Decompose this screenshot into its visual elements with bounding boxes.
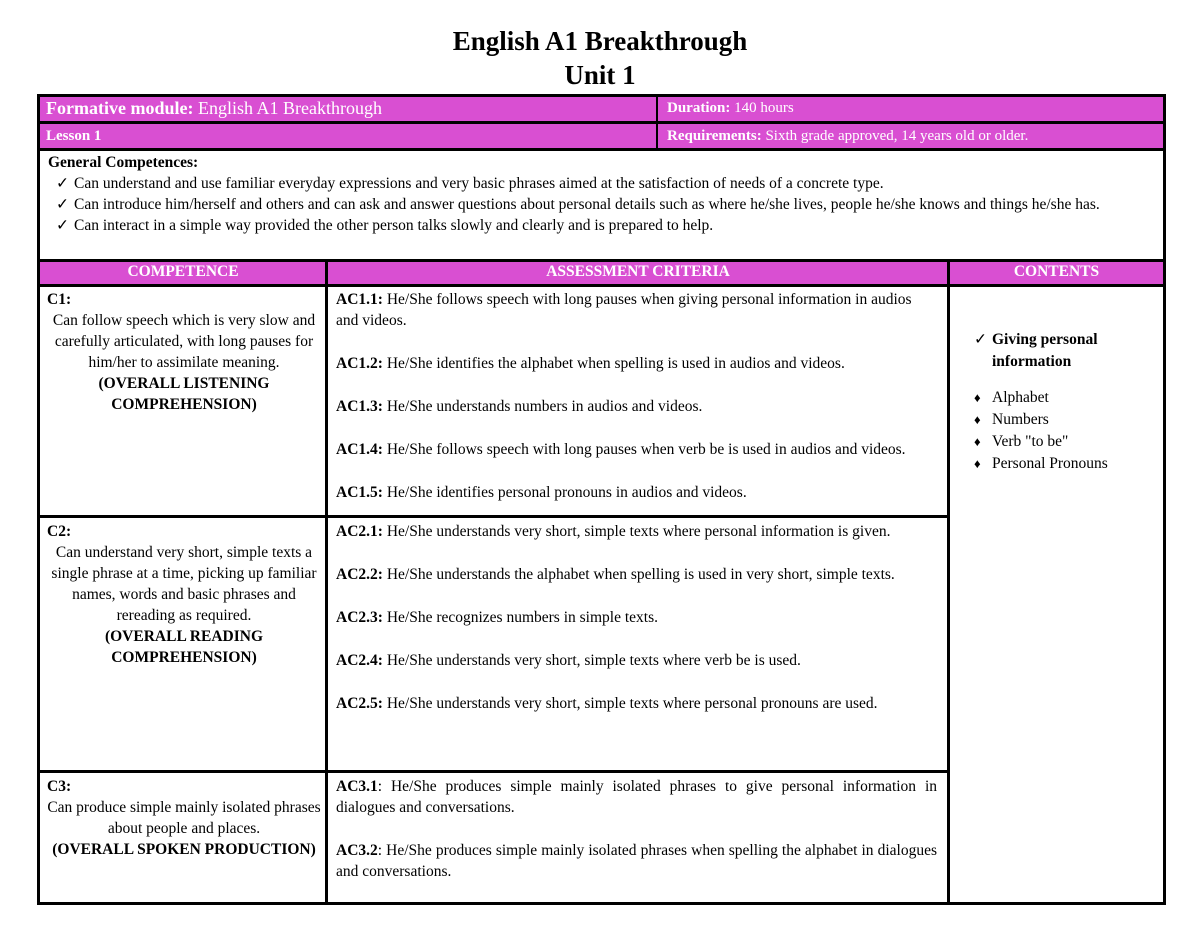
list-item: ♦ Alphabet xyxy=(974,387,1155,409)
criterion: AC1.2: He/She identifies the alphabet when spelling is used in audios and videos. xyxy=(336,355,845,372)
competence-code: C1: xyxy=(47,291,72,308)
list-item: ♦ Verb "to be" xyxy=(974,431,1155,453)
module-label: Formative module: xyxy=(46,98,194,118)
module-cell xyxy=(40,97,658,121)
diamond-bullet-icon: ♦ xyxy=(974,456,981,471)
document-title: English A1 Breakthrough xyxy=(452,26,748,56)
column-header-competence: COMPETENCE xyxy=(40,262,326,284)
criterion: AC1.5: He/She identifies personal pronouns in audios and videos. xyxy=(336,484,747,501)
list-item: ✓ Can interact in a simple way provided the other person talks slowly and clearly and is prepared to help. xyxy=(56,217,714,234)
diamond-bullet-icon: ♦ xyxy=(974,390,981,405)
criteria-c1 xyxy=(328,287,947,515)
check-icon: ✓ xyxy=(974,331,987,348)
column-header-contents: CONTENTS xyxy=(950,262,1163,284)
contents-list xyxy=(974,387,1155,475)
check-icon: ✓ xyxy=(56,175,69,192)
row-divider xyxy=(40,770,950,773)
competence-description: Can produce simple mainly isolated phrases about people and places. xyxy=(47,799,321,837)
competence-tag: (OVERALL LISTENING COMPREHENSION) xyxy=(98,375,270,413)
duration-cell xyxy=(658,97,1163,121)
contents-topic: ✓ Giving personal information xyxy=(974,331,1098,370)
criterion: AC1.3: He/She understands numbers in audios and videos. xyxy=(336,398,703,415)
criteria-c3 xyxy=(328,774,947,902)
competence-c2 xyxy=(40,519,325,770)
check-icon: ✓ xyxy=(56,196,69,213)
check-icon: ✓ xyxy=(56,217,69,234)
diamond-bullet-icon: ♦ xyxy=(974,434,981,449)
competence-description: Can understand very short, simple texts a single phrase at a time, picking up familiar names, words and basic phrases and rereading as required. xyxy=(51,544,317,624)
criterion: AC2.5: He/She understands very short, simple texts where personal pronouns are used. xyxy=(336,695,878,712)
criterion: AC1.4: He/She follows speech with long pauses when verb be is used in audios and videos. xyxy=(336,441,906,458)
list-item: ♦ Personal Pronouns xyxy=(974,453,1155,475)
criteria-c2 xyxy=(328,519,947,770)
competence-c1 xyxy=(40,287,325,515)
competence-description: Can follow speech which is very slow and carefully articulated, with long pauses for him/her to assimilate meaning. xyxy=(52,312,316,371)
competence-tag: (OVERALL SPOKEN PRODUCTION) xyxy=(52,841,316,858)
diamond-bullet-icon: ♦ xyxy=(974,412,981,427)
criterion: AC2.4: He/She understands very short, simple texts where verb be is used. xyxy=(336,652,801,669)
competence-code: C2: xyxy=(47,523,72,540)
criterion: AC3.2: He/She produces simple mainly isolated phrases when spelling the alphabet in dialogues and conversations. xyxy=(336,842,937,880)
criterion: AC2.1: He/She understands very short, simple texts where personal information is given. xyxy=(336,523,891,540)
lesson-cell: Lesson 1 xyxy=(40,124,658,148)
list-item: ✓ Can introduce him/herself and others and can ask and answer questions about personal details such as where he/she lives, people he/she knows and things he/she has. xyxy=(56,196,1100,213)
criterion: AC2.2: He/She understands the alphabet when spelling is used in very short, simple texts. xyxy=(336,566,895,583)
competence-code: C3: xyxy=(47,778,72,795)
unit-title: Unit 1 xyxy=(564,60,636,90)
list-item: ♦ Numbers xyxy=(974,409,1155,431)
duration-value: 140 hours xyxy=(734,100,794,116)
requirements-label: Requirements: xyxy=(667,128,762,144)
competence-tag: (OVERALL READING COMPREHENSION) xyxy=(104,628,264,666)
duration-label: Duration: xyxy=(667,100,731,116)
general-competences xyxy=(40,151,1163,259)
criterion: AC3.1: He/She produces simple mainly isolated phrases to give personal information in dialogues and conversations. xyxy=(336,778,937,816)
contents-cell xyxy=(950,287,1163,902)
module-value: English A1 Breakthrough xyxy=(197,98,382,118)
general-competences-list xyxy=(48,173,1163,236)
criterion: AC1.1: He/She follows speech with long pauses when giving personal information in audios and videos. xyxy=(336,291,912,329)
row-divider xyxy=(40,515,950,518)
column-header-criteria: ASSESSMENT CRITERIA xyxy=(328,262,948,284)
general-competences-heading: General Competences: xyxy=(48,154,199,171)
requirements-cell xyxy=(658,124,1163,148)
list-item: ✓ Can understand and use familiar everyday expressions and very basic phrases aimed at the satisfaction of needs of a concrete type. xyxy=(56,175,884,192)
criterion: AC2.3: He/She recognizes numbers in simple texts. xyxy=(336,609,659,626)
requirements-value: Sixth grade approved, 14 years old or older. xyxy=(765,128,1029,144)
competence-c3 xyxy=(40,774,325,902)
